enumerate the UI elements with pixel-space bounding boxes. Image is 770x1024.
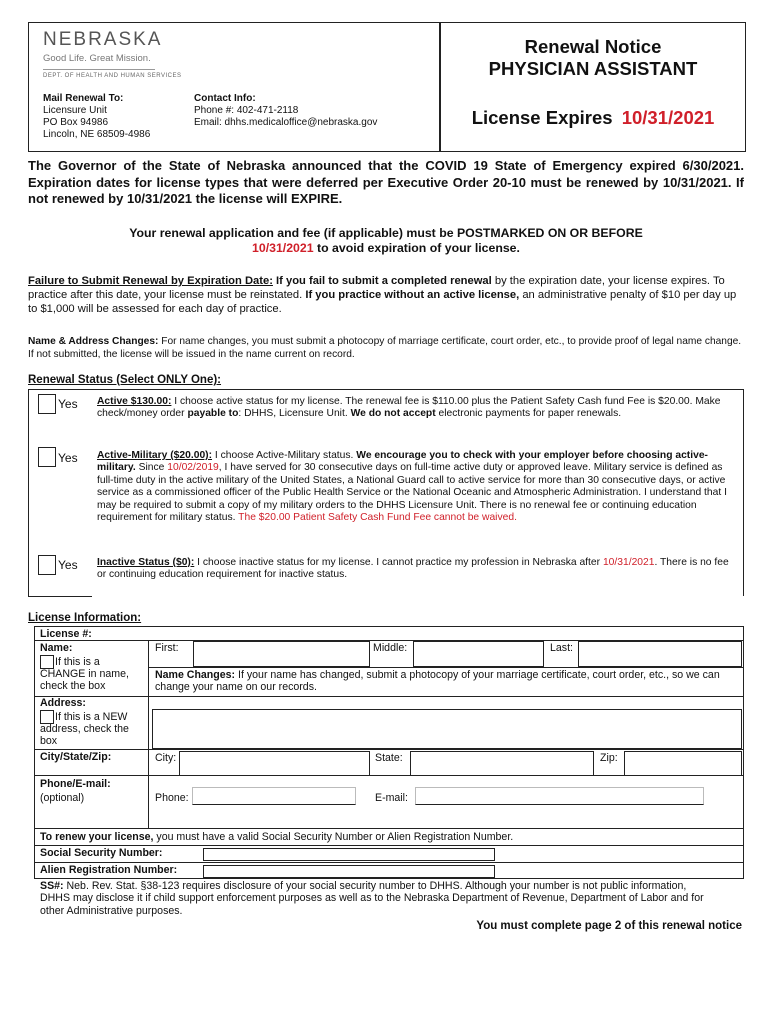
active-text1: I choose active status for my license. The renewal fee is $110.00 plus the Patient Safety Cash fund Fee is $20.00. Make check/money order	[97, 396, 721, 420]
ss-bold: SS#:	[40, 880, 64, 892]
tbl-line	[34, 878, 744, 879]
ss-disclosure	[40, 880, 710, 917]
title-renewal-notice: Renewal Notice	[524, 36, 662, 57]
inactive-text2: . There is no fee or continuing education requirement for inactive status.	[97, 557, 729, 581]
license-number-label: License #:	[40, 628, 92, 640]
zip-label: Zip:	[600, 752, 618, 764]
failure-bold1: If you fail to submit a completed renewal	[276, 275, 492, 287]
failure-bold2: If you practice without an active license,	[305, 289, 520, 301]
address-label: Address:	[40, 697, 86, 709]
name-address-paragraph	[28, 335, 744, 361]
ssn-field[interactable]	[203, 848, 495, 861]
active-checkbox[interactable]	[38, 394, 56, 414]
name-changes-bold: Name Changes:	[155, 669, 236, 681]
title-block	[441, 36, 745, 80]
inactive-title: Inactive Status ($0):	[97, 557, 195, 568]
alien-label: Alien Registration Number:	[40, 864, 178, 876]
optional-label: (optional)	[40, 792, 85, 804]
status-box-left	[28, 389, 29, 596]
military-text2: Since	[138, 462, 165, 474]
last-name-field[interactable]	[578, 641, 742, 667]
failure-text2: an administrative penalty of $10 per day up to $1,000 will be assessed for each day of practice.	[28, 289, 737, 315]
name-change-text: If this is a CHANGE in name, check the box	[40, 656, 129, 692]
logo-dept: DEPT. OF HEALTH AND HUMAN SERVICES	[43, 73, 182, 79]
military-checkbox[interactable]	[38, 447, 56, 467]
contact-heading: Contact Info:	[194, 93, 256, 104]
renew-text: you must have a valid Social Security Number or Alien Registration Number.	[156, 831, 514, 843]
name-label: Name:	[40, 642, 73, 654]
inactive-date: 10/31/2021	[602, 557, 655, 568]
mail-line: Licensure Unit	[43, 105, 107, 116]
first-name-field[interactable]	[193, 641, 370, 667]
inactive-option	[97, 557, 737, 582]
name-changes-text: If your name has changed, submit a photocopy of your marriage certificate, court order, etc., so we can change your name on our records.	[155, 669, 720, 693]
renew-note	[40, 831, 513, 843]
postmark-date: 10/31/2021	[252, 241, 314, 255]
governor-notice: The Governor of the State of Nebraska announced that the COVID 19 State of Emergency expired 6/30/2021. Expiration dates for license types that were deferred per Executive Order 20-10 must be renewed by 10/31/2021. If not renewed by 10/31/2021 the license will EXPIRE.	[28, 158, 744, 206]
military-text3: , I have served for 30 consecutive days on full-time active duty or approved leave. Military service is defined as full-time duty in the active military of the United States, a National Guard call to active service for more than 30 consecutive days, or active service as a commissioned officer of the Public Health Service or the National Oceanic and Atmospheric Administration. I understand that I may be required to submit a copy of my military orders to the DHHS Licensure Unit. There is no renewal fee or continuing education requirement for military status.	[97, 462, 727, 524]
state-field[interactable]	[410, 751, 594, 776]
inactive-text1: I choose inactive status for my license. I cannot practice my profession in Nebraska after	[197, 557, 601, 568]
postmark-line2: to avoid expiration of your license.	[317, 241, 520, 255]
middle-name-field[interactable]	[413, 641, 544, 667]
nebraska-logo	[43, 29, 181, 79]
ssn-label: Social Security Number:	[40, 847, 163, 859]
failure-title: Failure to Submit Renewal by Expiration Date:	[28, 275, 273, 287]
renewal-status-title: Renewal Status (Select ONLY One):	[28, 374, 222, 386]
active-option	[97, 396, 737, 421]
military-bold1: We encourage you to check with your employer before choosing active-military.	[97, 450, 708, 474]
active-bold2: We do not accept	[350, 408, 436, 420]
postmark-notice	[28, 226, 744, 256]
active-text2: : DHHS, Licensure Unit.	[238, 408, 348, 420]
phone-field[interactable]	[192, 787, 356, 805]
contact-phone: Phone #: 402-471-2118	[194, 105, 299, 116]
tbl-line	[148, 640, 149, 828]
tbl-line	[34, 845, 744, 846]
city-field[interactable]	[179, 751, 370, 776]
footer-note: You must complete page 2 of this renewal notice	[476, 920, 742, 932]
military-yes: Yes	[58, 451, 78, 465]
postmark-line1: Your renewal application and fee (if applicable) must be POSTMARKED ON OR BEFORE	[129, 226, 643, 240]
contact-block	[194, 93, 377, 129]
last-label: Last:	[550, 642, 573, 654]
tbl-line	[34, 626, 744, 627]
tbl-line	[148, 667, 744, 668]
name-address-text: For name changes, you must submit a photocopy of marriage certificate, court order, etc., to provide proof of legal name change. If not submitted, the license will be issued in the name current on record.	[28, 336, 742, 360]
email-field[interactable]	[415, 787, 704, 805]
status-box-top	[28, 389, 744, 390]
middle-label: Middle:	[373, 642, 408, 654]
military-date: 10/02/2019	[167, 462, 219, 474]
active-text3: electronic payments for paper renewals.	[438, 408, 622, 420]
contact-email: Email: dhhs.medicaloffice@nebraska.gov	[194, 117, 378, 128]
tbl-line	[34, 862, 744, 863]
failure-paragraph	[28, 274, 744, 316]
city-label: City:	[155, 752, 177, 764]
tbl-line	[743, 862, 744, 878]
city-state-zip-label: City/State/Zip:	[40, 751, 112, 763]
alien-field[interactable]	[203, 865, 495, 878]
status-box-right	[743, 389, 744, 596]
military-option	[97, 450, 737, 524]
title-physician-assistant: PHYSICIAN ASSISTANT	[488, 58, 698, 79]
active-yes: Yes	[58, 397, 78, 411]
mail-line: Lincoln, NE 68509-4986	[43, 129, 151, 140]
logo-tagline: Good Life. Great Mission.	[43, 53, 151, 64]
military-text1: I choose Active-Military status.	[214, 450, 354, 461]
expires-label: License Expires	[471, 107, 613, 128]
renew-bold: To renew your license,	[40, 831, 154, 843]
ss-text: Neb. Rev. Stat. §38-123 requires disclosure of your social security number to DHHS. Although your number is not public information, DHHS may disclose it if child support enforcement purposes as well as to the Nebraska Department of Revenue, Department of Labor and for other Administrative purposes.	[40, 880, 704, 917]
active-title: Active $130.00:	[97, 396, 172, 407]
status-box-bottom	[28, 596, 92, 597]
phone-email-label: Phone/E-mail:	[40, 778, 111, 790]
state-label: State:	[375, 752, 403, 764]
tbl-line	[34, 828, 744, 829]
military-red-text: The $20.00 Patient Safety Cash Fund Fee cannot be waived.	[238, 512, 517, 524]
first-label: First:	[155, 642, 179, 654]
inactive-yes: Yes	[58, 558, 78, 572]
name-changes-note	[155, 669, 739, 693]
mail-line: PO Box 94986	[43, 117, 109, 128]
email-label: E-mail:	[375, 792, 408, 804]
military-title: Active-Military ($20.00):	[97, 450, 213, 461]
phone-label: Phone:	[155, 792, 189, 804]
active-bold1: payable to	[187, 408, 239, 420]
license-info-title: License Information:	[28, 612, 142, 624]
zip-field[interactable]	[624, 751, 742, 776]
name-address-title: Name & Address Changes:	[28, 336, 159, 347]
expires-date: 10/31/2021	[621, 107, 715, 128]
inactive-checkbox[interactable]	[38, 555, 56, 575]
tbl-line	[34, 749, 744, 750]
logo-word: NEBRASKA	[43, 29, 163, 50]
address-field[interactable]	[152, 709, 742, 749]
new-address-text: If this is a NEW address, check the box	[40, 711, 129, 747]
tbl-line	[34, 862, 35, 878]
tbl-line	[34, 696, 744, 697]
failure-text1: by the expiration date, your license expires. To practice after this date, your license must be reinstated.	[28, 275, 725, 301]
header-box	[28, 22, 746, 152]
license-expires	[441, 107, 745, 129]
mail-renewal-block	[43, 93, 150, 141]
mail-heading: Mail Renewal To:	[43, 93, 124, 104]
